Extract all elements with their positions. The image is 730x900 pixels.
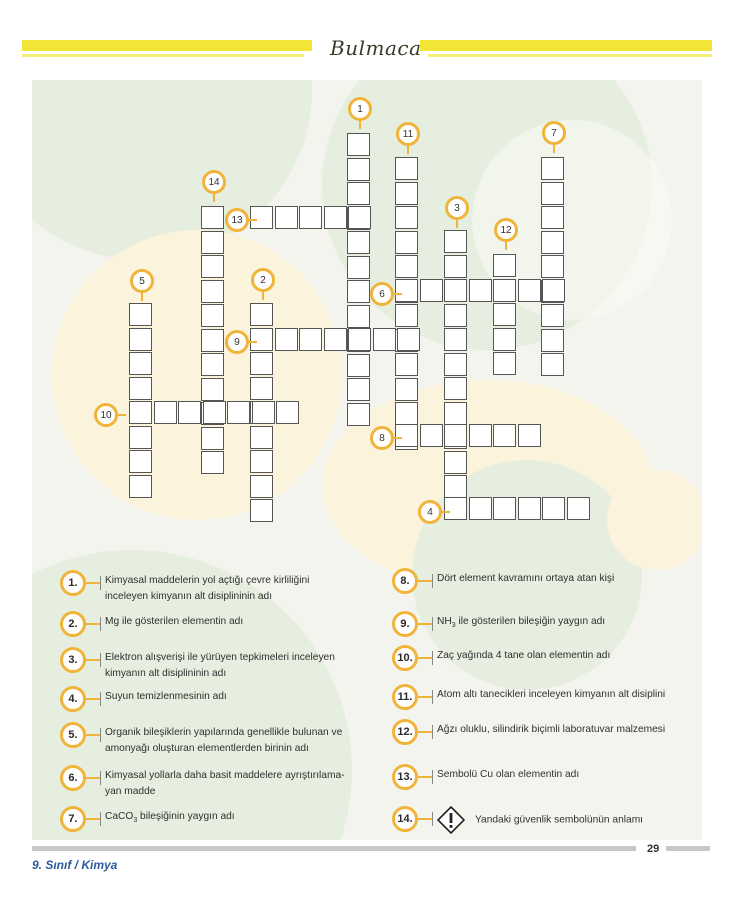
crossword-cell[interactable]	[201, 451, 224, 474]
crossword-cell[interactable]	[567, 497, 590, 520]
exclamation-diamond-icon	[437, 806, 465, 834]
clue-connector	[86, 734, 100, 736]
crossword-cell[interactable]	[250, 206, 273, 229]
crossword-cell[interactable]	[250, 303, 273, 326]
crossword-cell[interactable]	[250, 352, 273, 375]
clue-text: $NH_3$ ile gösterilen bileşiğin yaygın adı	[437, 616, 606, 630]
clue-text: Sembolü Cu olan elementin adı	[437, 769, 580, 780]
clue-8	[392, 568, 614, 594]
crossword-cell[interactable]	[444, 353, 467, 376]
crossword-cell[interactable]	[250, 499, 273, 522]
crossword-cell[interactable]	[541, 206, 564, 229]
crossword-cell[interactable]	[201, 231, 224, 254]
clue-marker-6: 6	[370, 282, 394, 306]
crossword-cell[interactable]	[444, 255, 467, 278]
crossword-cell[interactable]	[420, 279, 443, 302]
clue-divider	[432, 690, 433, 704]
crossword-cell[interactable]	[347, 182, 370, 205]
crossword-cell[interactable]	[347, 354, 370, 377]
footer-bar-right	[666, 846, 710, 851]
header-stripe-right	[420, 40, 712, 51]
crossword-cell[interactable]	[541, 353, 564, 376]
crossword-cell[interactable]	[250, 475, 273, 498]
clue-text: Mg ile gösterilen elementin adı	[105, 616, 244, 627]
crossword-cell[interactable]	[129, 401, 152, 424]
clue-number: 2.	[60, 611, 86, 637]
clue-12	[392, 719, 665, 745]
book-title: 9. Sınıf / Kimya	[32, 858, 118, 872]
crossword-cell[interactable]	[347, 256, 370, 279]
crossword-cell[interactable]	[444, 279, 467, 302]
crossword-cell[interactable]	[347, 133, 370, 156]
clue-6	[60, 765, 345, 800]
clue-text: Suyun temizlenmesinin adı	[105, 691, 227, 702]
crossword-cell[interactable]	[542, 279, 565, 302]
clue-9	[392, 611, 605, 637]
crossword-cell[interactable]	[493, 279, 516, 302]
clue-divider	[100, 771, 101, 785]
header-stripe-left-thin	[22, 54, 304, 57]
clue-text: Kimyasal yollarla daha basit maddelere ayrıştırılama- yan madde	[105, 770, 345, 797]
clue-connector	[86, 623, 100, 625]
clue-marker-10: 10	[94, 403, 118, 427]
clue-marker-1: 1	[348, 97, 372, 121]
clue-divider	[432, 725, 433, 739]
marker-stem	[262, 290, 264, 300]
clue-text: Dört element kavramını ortaya atan kişi	[437, 573, 615, 584]
crossword-cell[interactable]	[395, 157, 418, 180]
crossword-cell[interactable]	[275, 328, 298, 351]
crossword-cell[interactable]	[395, 279, 418, 302]
crossword-cell[interactable]	[347, 305, 370, 328]
clue-text: Zaç yağında 4 tane olan elementin adı	[437, 650, 611, 661]
crossword-cell[interactable]	[444, 402, 467, 425]
clue-number: 3.	[60, 647, 86, 673]
clue-number: 10.	[392, 645, 418, 671]
clue-divider	[432, 617, 433, 631]
marker-stem	[553, 143, 555, 153]
marker-stem	[440, 511, 450, 513]
crossword-cell[interactable]	[129, 450, 152, 473]
clue-5	[60, 722, 342, 757]
crossword-cell[interactable]	[201, 280, 224, 303]
crossword-cell[interactable]	[250, 328, 273, 351]
crossword-cell[interactable]	[250, 450, 273, 473]
marker-stem	[247, 341, 257, 343]
crossword-cell[interactable]	[395, 353, 418, 376]
crossword-cell[interactable]	[324, 206, 347, 229]
clue-divider	[100, 692, 101, 706]
footer-bar-left	[32, 846, 636, 851]
clue-2	[60, 611, 243, 637]
crossword-cell[interactable]	[201, 378, 224, 401]
crossword-cell[interactable]	[542, 497, 565, 520]
crossword-cell[interactable]	[397, 328, 420, 351]
crossword-cell[interactable]	[395, 424, 418, 447]
clue-divider	[432, 812, 433, 826]
clue-13	[392, 764, 579, 790]
crossword-cell[interactable]	[347, 378, 370, 401]
clue-divider	[100, 617, 101, 631]
clue-connector	[418, 657, 432, 659]
crossword-cell[interactable]	[347, 403, 370, 426]
clue-marker-4: 4	[418, 500, 442, 524]
marker-stem	[407, 144, 409, 154]
crossword-cell[interactable]	[227, 401, 250, 424]
clue-marker-11: 11	[396, 122, 420, 146]
page-number: 29	[647, 843, 660, 855]
marker-stem	[213, 192, 215, 202]
crossword-cell[interactable]	[541, 231, 564, 254]
crossword-cell[interactable]	[348, 328, 371, 351]
clue-connector	[418, 623, 432, 625]
clue-marker-13: 13	[225, 208, 249, 232]
crossword-cell[interactable]	[493, 352, 516, 375]
crossword-cell[interactable]	[178, 401, 201, 424]
clue-marker-5: 5	[130, 269, 154, 293]
crossword-cell[interactable]	[299, 206, 322, 229]
crossword-cell[interactable]	[129, 303, 152, 326]
clue-text: Yandaki güvenlik sembolünün anlamı	[437, 806, 643, 835]
clue-number: 9.	[392, 611, 418, 637]
clue-text: CaCO$_3$ bileşiğinin yaygın adı	[105, 811, 235, 825]
crossword-cell[interactable]	[518, 424, 541, 447]
crossword-cell[interactable]	[493, 254, 516, 277]
clue-marker-12: 12	[494, 218, 518, 242]
crossword-cell[interactable]	[201, 304, 224, 327]
clue-marker-3: 3	[445, 196, 469, 220]
crossword-cell[interactable]	[347, 231, 370, 254]
crossword-cell[interactable]	[252, 401, 275, 424]
clue-14	[392, 806, 643, 835]
crossword-cell[interactable]	[444, 230, 467, 253]
marker-stem	[141, 291, 143, 301]
crossword-cell[interactable]	[518, 497, 541, 520]
clue-11	[392, 684, 665, 710]
crossword-cell[interactable]	[444, 304, 467, 327]
clue-divider	[432, 770, 433, 784]
clue-3	[60, 647, 335, 682]
crossword-cell[interactable]	[541, 157, 564, 180]
clue-marker-9: 9	[225, 330, 249, 354]
marker-stem	[505, 240, 507, 250]
crossword-cell[interactable]	[444, 475, 467, 498]
crossword-cell[interactable]	[493, 424, 516, 447]
clue-connector	[86, 582, 100, 584]
crossword-cell[interactable]	[129, 426, 152, 449]
crossword-cell[interactable]	[395, 182, 418, 205]
crossword-cell[interactable]	[395, 206, 418, 229]
clue-marker-2: 2	[251, 268, 275, 292]
crossword-cell[interactable]	[201, 353, 224, 376]
clue-divider	[100, 728, 101, 742]
clue-connector	[86, 698, 100, 700]
crossword-cell[interactable]	[324, 328, 347, 351]
clue-text: Atom altı tanecikleri inceleyen kimyanın alt disiplini	[437, 689, 666, 700]
clue-marker-8: 8	[370, 426, 394, 450]
crossword-cell[interactable]	[201, 427, 224, 450]
crossword-cell[interactable]	[444, 497, 467, 520]
crossword-cell[interactable]	[469, 497, 492, 520]
crossword-cell[interactable]	[541, 255, 564, 278]
crossword-cell[interactable]	[395, 378, 418, 401]
clue-divider	[100, 653, 101, 667]
crossword-cell[interactable]	[469, 279, 492, 302]
clue-number: 11.	[392, 684, 418, 710]
crossword-cell[interactable]	[201, 329, 224, 352]
crossword-cell[interactable]	[250, 426, 273, 449]
crossword-cell[interactable]	[201, 206, 224, 229]
crossword-cell[interactable]	[518, 279, 541, 302]
crossword-cell[interactable]	[541, 182, 564, 205]
crossword-cell[interactable]	[129, 352, 152, 375]
crossword-cell[interactable]	[493, 497, 516, 520]
clue-number: 5.	[60, 722, 86, 748]
crossword-cell[interactable]	[299, 328, 322, 351]
crossword-cell[interactable]	[129, 377, 152, 400]
clue-10	[392, 645, 610, 671]
clue-number: 6.	[60, 765, 86, 791]
crossword-cell[interactable]	[129, 328, 152, 351]
crossword-cell[interactable]	[395, 231, 418, 254]
clue-connector	[86, 777, 100, 779]
clue-number: 7.	[60, 806, 86, 832]
crossword-cell[interactable]	[469, 424, 492, 447]
clue-number: 13.	[392, 764, 418, 790]
clue-number: 8.	[392, 568, 418, 594]
crossword-cell[interactable]	[541, 329, 564, 352]
clue-number: 4.	[60, 686, 86, 712]
crossword-cell[interactable]	[347, 280, 370, 303]
marker-stem	[359, 119, 361, 129]
crossword-cell[interactable]	[541, 304, 564, 327]
crossword-cell[interactable]	[420, 424, 443, 447]
clue-text: Ağzı oluklu, silindirik biçimli laboratuvar malzemesi	[437, 724, 666, 735]
crossword-cell[interactable]	[493, 303, 516, 326]
clue-7	[60, 806, 235, 832]
crossword-cell[interactable]	[348, 206, 371, 229]
crossword-cell[interactable]	[203, 401, 226, 424]
clue-marker-14: 14	[202, 170, 226, 194]
crossword-cell[interactable]	[444, 377, 467, 400]
clue-divider	[432, 651, 433, 665]
clue-divider	[100, 812, 101, 826]
clue-connector	[418, 696, 432, 698]
crossword-cell[interactable]	[201, 255, 224, 278]
marker-stem	[392, 293, 402, 295]
crossword-cell[interactable]	[129, 475, 152, 498]
clue-text: Kimyasal maddelerin yol açtığı çevre kirliliğini inceleyen kimyanın alt disiplininin adı	[105, 575, 310, 602]
clue-connector	[86, 818, 100, 820]
crossword-cell[interactable]	[276, 401, 299, 424]
clue-connector	[418, 580, 432, 582]
clue-number: 14.	[392, 806, 418, 832]
clue-text: Organik bileşiklerin yapılarında genellikle bulunan ve amonyağı oluşturan elementlerden birinin adı	[105, 727, 343, 754]
clue-text: Elektron alışverişi ile yürüyen tepkimeleri inceleyen kimyanın alt disiplininin adı	[105, 652, 335, 679]
clue-connector	[418, 731, 432, 733]
crossword-cell[interactable]	[395, 304, 418, 327]
crossword-cell[interactable]	[493, 328, 516, 351]
clue-connector	[418, 818, 432, 820]
crossword-cell[interactable]	[444, 328, 467, 351]
crossword-cell[interactable]	[395, 255, 418, 278]
crossword-cell[interactable]	[275, 206, 298, 229]
header-stripe-left	[22, 40, 312, 51]
marker-stem	[247, 219, 257, 221]
clue-4	[60, 686, 227, 712]
marker-stem	[392, 437, 402, 439]
clue-connector	[418, 776, 432, 778]
marker-stem	[456, 218, 458, 228]
clue-connector	[86, 659, 100, 661]
crossword-cell[interactable]	[395, 402, 418, 425]
crossword-cell[interactable]	[250, 377, 273, 400]
crossword-cell[interactable]	[154, 401, 177, 424]
crossword-cell[interactable]	[444, 451, 467, 474]
clue-1	[60, 570, 309, 605]
clue-number: 12.	[392, 719, 418, 745]
clue-divider	[432, 574, 433, 588]
crossword-cell[interactable]	[373, 328, 396, 351]
header-stripe-right-thin	[428, 54, 712, 57]
page-title: Bulmaca	[330, 36, 422, 60]
marker-stem	[116, 414, 126, 416]
crossword-cell[interactable]	[444, 424, 467, 447]
crossword-cell[interactable]	[347, 158, 370, 181]
clue-number: 1.	[60, 570, 86, 596]
clue-marker-7: 7	[542, 121, 566, 145]
clue-divider	[100, 576, 101, 590]
